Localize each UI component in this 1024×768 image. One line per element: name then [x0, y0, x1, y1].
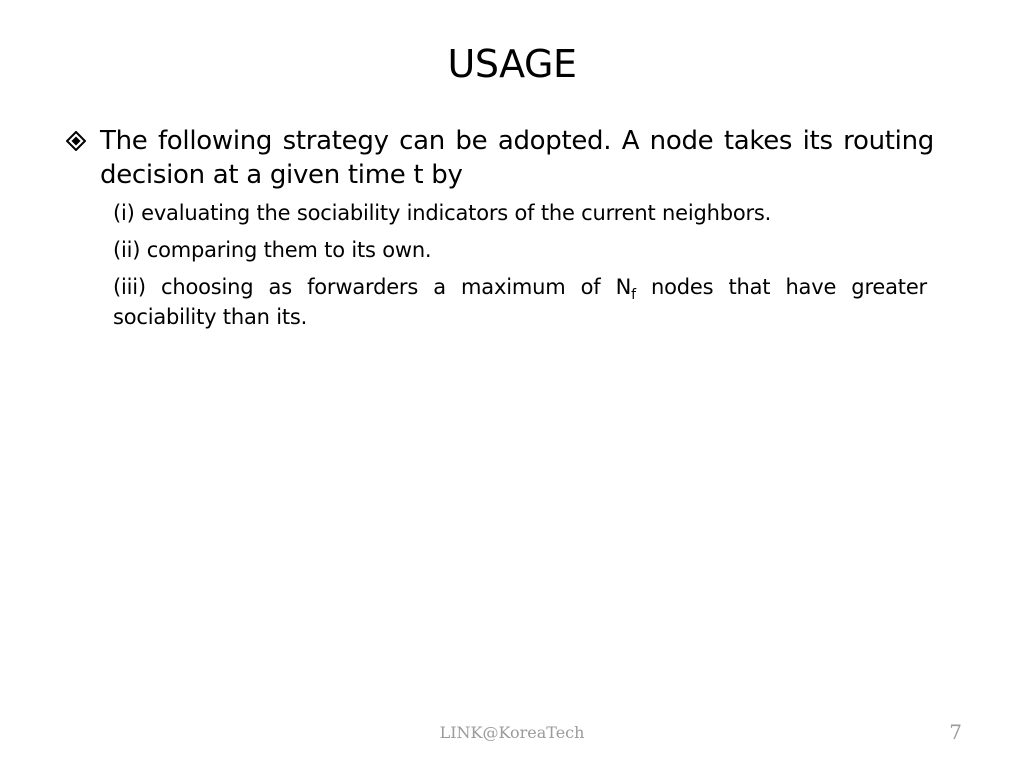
- bullet-text: The following strategy can be adopted. A node takes its routing decision at a given time t by: [100, 126, 934, 190]
- slide-title: USAGE: [447, 42, 577, 86]
- sub-item-2: (ii) comparing them to its own.: [113, 238, 432, 262]
- sub-list: [113, 198, 927, 339]
- page-number: 7: [949, 720, 962, 744]
- sub-item-3: [113, 272, 927, 332]
- sub-item-1: (i) evaluating the sociability indicators of the current neighbors.: [113, 201, 772, 225]
- main-bullet: [66, 124, 934, 192]
- footer-text: LINK@KoreaTech: [439, 723, 585, 742]
- subscript-f: f: [631, 287, 636, 304]
- diamond-bullet-icon: [66, 131, 86, 151]
- sub-item-3-start: (iii) choosing as forwarders a maximum of N: [113, 275, 632, 299]
- sub-item-3-end: nodes that have greater sociability than its.: [113, 275, 927, 329]
